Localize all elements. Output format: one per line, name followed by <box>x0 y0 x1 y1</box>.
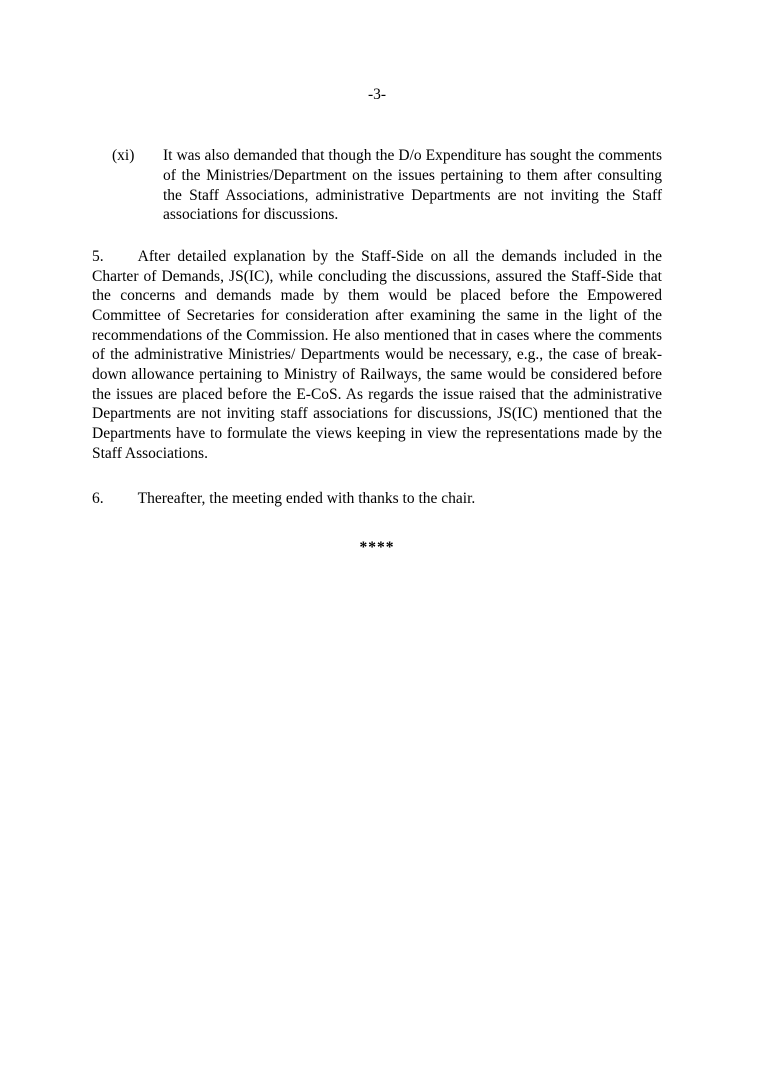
list-item-label: (xi) <box>112 147 135 165</box>
paragraph-6-text: Thereafter, the meeting ended with thanks to the chair. <box>137 490 476 508</box>
paragraph-6-number: 6. <box>92 490 104 508</box>
list-item-text: It was also demanded that though the D/o Expenditure has sought the comments of the Ministries/Department on the issues pertaining to them after consulting the Staff Associations, administrative Departments are not inviting the Staff associations for discussions. <box>163 147 662 224</box>
list-item-xi <box>112 146 662 225</box>
paragraph-5-text: After detailed explanation by the Staff-Side on all the demands included in the Charter of Demands, JS(IC), while concluding the discussions, assured the Staff-Side that the concerns and demands made by them would be placed before the Empowered Committee of Secretaries for consideration after examining the same in the light of the recommendations of the Commission. He also mentioned that in cases where the comments of the administrative Ministries/ Departments would be necessary, e.g., the case of break-down allowance pertaining to Ministry of Railways, the same would be considered before the issues are placed before the E-CoS. As regards the issue raised that the administrative Departments are not inviting staff associations for discussions, JS(IC) mentioned that the Departments have to formulate the views keeping in view the representations made by the Staff Associations. <box>92 248 662 462</box>
paragraph-6 <box>92 489 662 509</box>
paragraph-5 <box>92 247 662 463</box>
end-of-document-mark: **** <box>359 539 395 557</box>
page-number: -3- <box>367 86 387 103</box>
paragraph-5-number: 5. <box>92 248 104 266</box>
